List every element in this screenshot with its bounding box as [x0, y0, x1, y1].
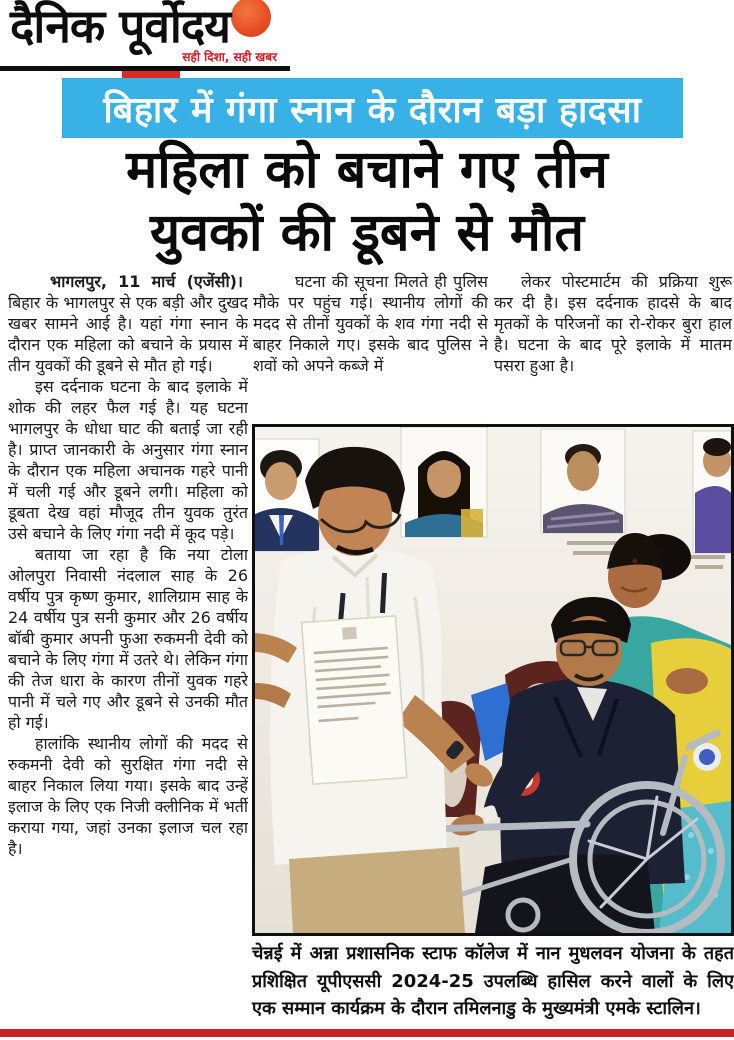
photo-caption: चेन्नई में अन्ना प्रशासनिक स्टाफ कॉलेज में नान मुधलवन योजना के तहत प्रशिक्षित यूपीएससी 2024-25 उपलब्धि हासिल करने वालों के लिए एक सम्मान कार्यक्रम के दौरान तमिलनाडु के मुख्यमंत्री एमके स्टालिन।: [252, 943, 734, 1019]
article-paragraph: हालांकि स्थानीय लोगों की मदद से रुकमनी देवी को सुरक्षित गंगा नदी से बाहर निकाल लिया गया। इसके बाद उन्हें इलाज के लिए एक निजी क्लीनिक में भर्ती कराया गया, जहां उनका इलाज चल रहा है।: [8, 734, 248, 858]
article-paragraph: बताया जा रहा है कि नया टोला ओलपुरा निवासी नंदलाल साह के 26 वर्षीय पुत्र कृष्ण कुमार, शालिग्राम साह के 24 वर्षीय पुत्र सनी कुमार और 26 वर्षीय बॉबी कुमार अपनी फुआ रुकमनी देवी को बचाने के लिए गंगा में उतरे थे। लेकिन गंगा की तेज धारा के कारण तीनों युवक गहरे पानी में चले गए और डूबने से उनकी मौत हो गई।: [8, 545, 248, 732]
kicker-text: बिहार में गंगा स्नान के दौरान बड़ा हादसा: [103, 89, 642, 131]
event-photo: [252, 424, 734, 936]
article-paragraph: [8, 271, 248, 376]
banner-portrait-woman: [401, 427, 487, 537]
bottom-rule: [0, 1029, 734, 1037]
publisher-strip: [122, 71, 180, 78]
photo-illustration: [255, 427, 731, 933]
article-paragraph: घटना की सूचना मिलते ही पुलिस मौके पर पहुंच गई। स्थानीय लोगों की मदद से तीनों युवकों के शव गंगा नदी से बाहर निकाले गए। इसके बाद पुलिस ने शवों को अपने कब्जे में: [253, 272, 488, 375]
article-column-1: [8, 271, 248, 1028]
headline-line2: युवकों की डूबने से मौत: [149, 203, 585, 263]
headline-line1: महिला को बचाने गए तीन: [126, 140, 608, 200]
banner-portrait-checkered-man: [541, 429, 625, 533]
article-paragraph: इस दर्दनाक घटना के बाद इलाके में शोक की लहर फैल गई है। यह घटना भागलपुर के धोधा घाट की बताई जा रही है। प्राप्त जानकारी के अनुसार गंगा स्नान के दौरान एक महिला अचानक गहरे पानी में चली गई और डूबने लगी। महिला को डूबता देख वहां मौजूद तीन युवक तुरंत उसे बचाने के लिए गंगा नदी में कूद पड़े।: [8, 377, 248, 543]
newspaper-title: दैनिक पूर्वोदय: [10, 0, 230, 53]
masthead: [0, 0, 300, 80]
newspaper-tagline: सही दिशा, सही खबर: [182, 50, 277, 64]
paragraph-text: बिहार के भागलपुर से एक बड़ी और दुखद खबर सामने आई है। यहां गंगा स्नान के दौरान एक महिला को बचाने के प्रयास में तीन युवकों की डूबने से मौत हो गई।: [8, 293, 248, 375]
dateline: भागलपुर, 11 मार्च (एजेंसी)।: [50, 272, 243, 291]
article-column-3: [494, 271, 732, 422]
main-headline: [0, 139, 734, 265]
article-column-2: [253, 271, 488, 422]
banner-portrait-purple-man: [693, 431, 731, 553]
kicker-banner: [62, 78, 683, 138]
certificate: [302, 616, 407, 784]
logo-dot: [231, 0, 271, 37]
article-paragraph: लेकर पोस्टमार्टम की प्रक्रिया शुरू कर दी है। इस दर्दनाक हादसे के बाद मृतकों के परिजनों का रो-रोकर बुरा हाल है। घटना के बाद पूरे इलाके में मातम पसरा हुआ है।: [494, 272, 732, 375]
